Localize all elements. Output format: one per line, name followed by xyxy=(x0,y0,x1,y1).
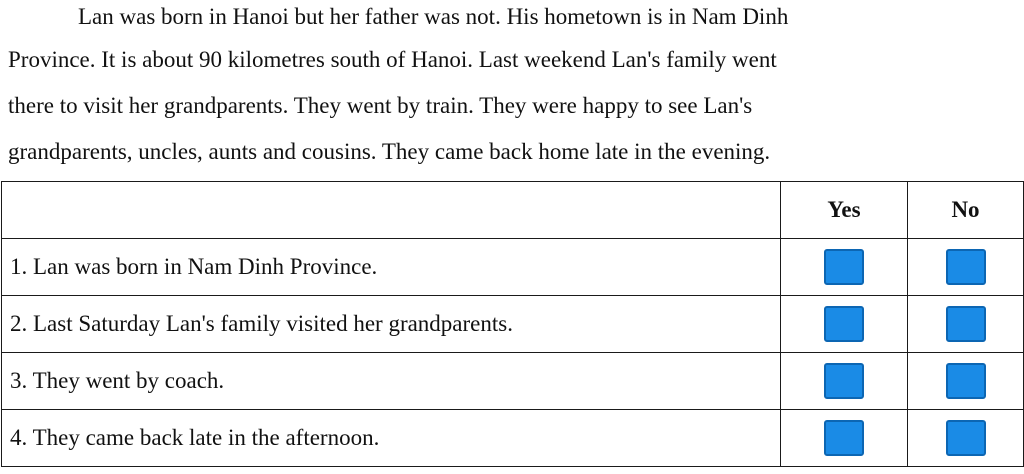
statement-2: 2. Last Saturday Lan's family visited her grandparents. xyxy=(2,296,781,353)
yes-answer-box-3[interactable] xyxy=(824,363,864,399)
no-cell-4 xyxy=(908,410,1024,467)
passage-line-3: there to visit her grandparents. They went by train. They were happy to see Lan's xyxy=(8,93,753,118)
yes-cell-1 xyxy=(781,239,908,296)
no-column-header: No xyxy=(908,182,1024,239)
no-cell-3 xyxy=(908,353,1024,410)
table-row xyxy=(2,296,1024,353)
question-column-header xyxy=(2,182,781,239)
table-row xyxy=(2,239,1024,296)
yes-answer-box-1[interactable] xyxy=(824,249,864,285)
yes-column-header: Yes xyxy=(781,182,908,239)
yes-cell-2 xyxy=(781,296,908,353)
no-cell-1 xyxy=(908,239,1024,296)
passage-line-1: Lan was born in Hanoi but her father was not. His hometown is in Nam Dinh xyxy=(78,4,789,29)
table-header-row xyxy=(2,182,1024,239)
yes-cell-4 xyxy=(781,410,908,467)
true-false-table xyxy=(1,181,1024,467)
passage-line-4: grandparents, uncles, aunts and cousins. They came back home late in the evening. xyxy=(8,139,771,164)
yes-answer-box-4[interactable] xyxy=(824,420,864,456)
no-answer-box-1[interactable] xyxy=(946,249,986,285)
table-row xyxy=(2,410,1024,467)
statement-4: 4. They came back late in the afternoon. xyxy=(2,410,781,467)
no-cell-2 xyxy=(908,296,1024,353)
no-answer-box-4[interactable] xyxy=(946,420,986,456)
yes-answer-box-2[interactable] xyxy=(824,306,864,342)
yes-cell-3 xyxy=(781,353,908,410)
table-row xyxy=(2,353,1024,410)
passage-line-2: Province. It is about 90 kilometres south of Hanoi. Last weekend Lan's family went xyxy=(8,47,777,72)
no-answer-box-2[interactable] xyxy=(946,306,986,342)
statement-1: 1. Lan was born in Nam Dinh Province. xyxy=(2,239,781,296)
statement-3: 3. They went by coach. xyxy=(2,353,781,410)
no-answer-box-3[interactable] xyxy=(946,363,986,399)
